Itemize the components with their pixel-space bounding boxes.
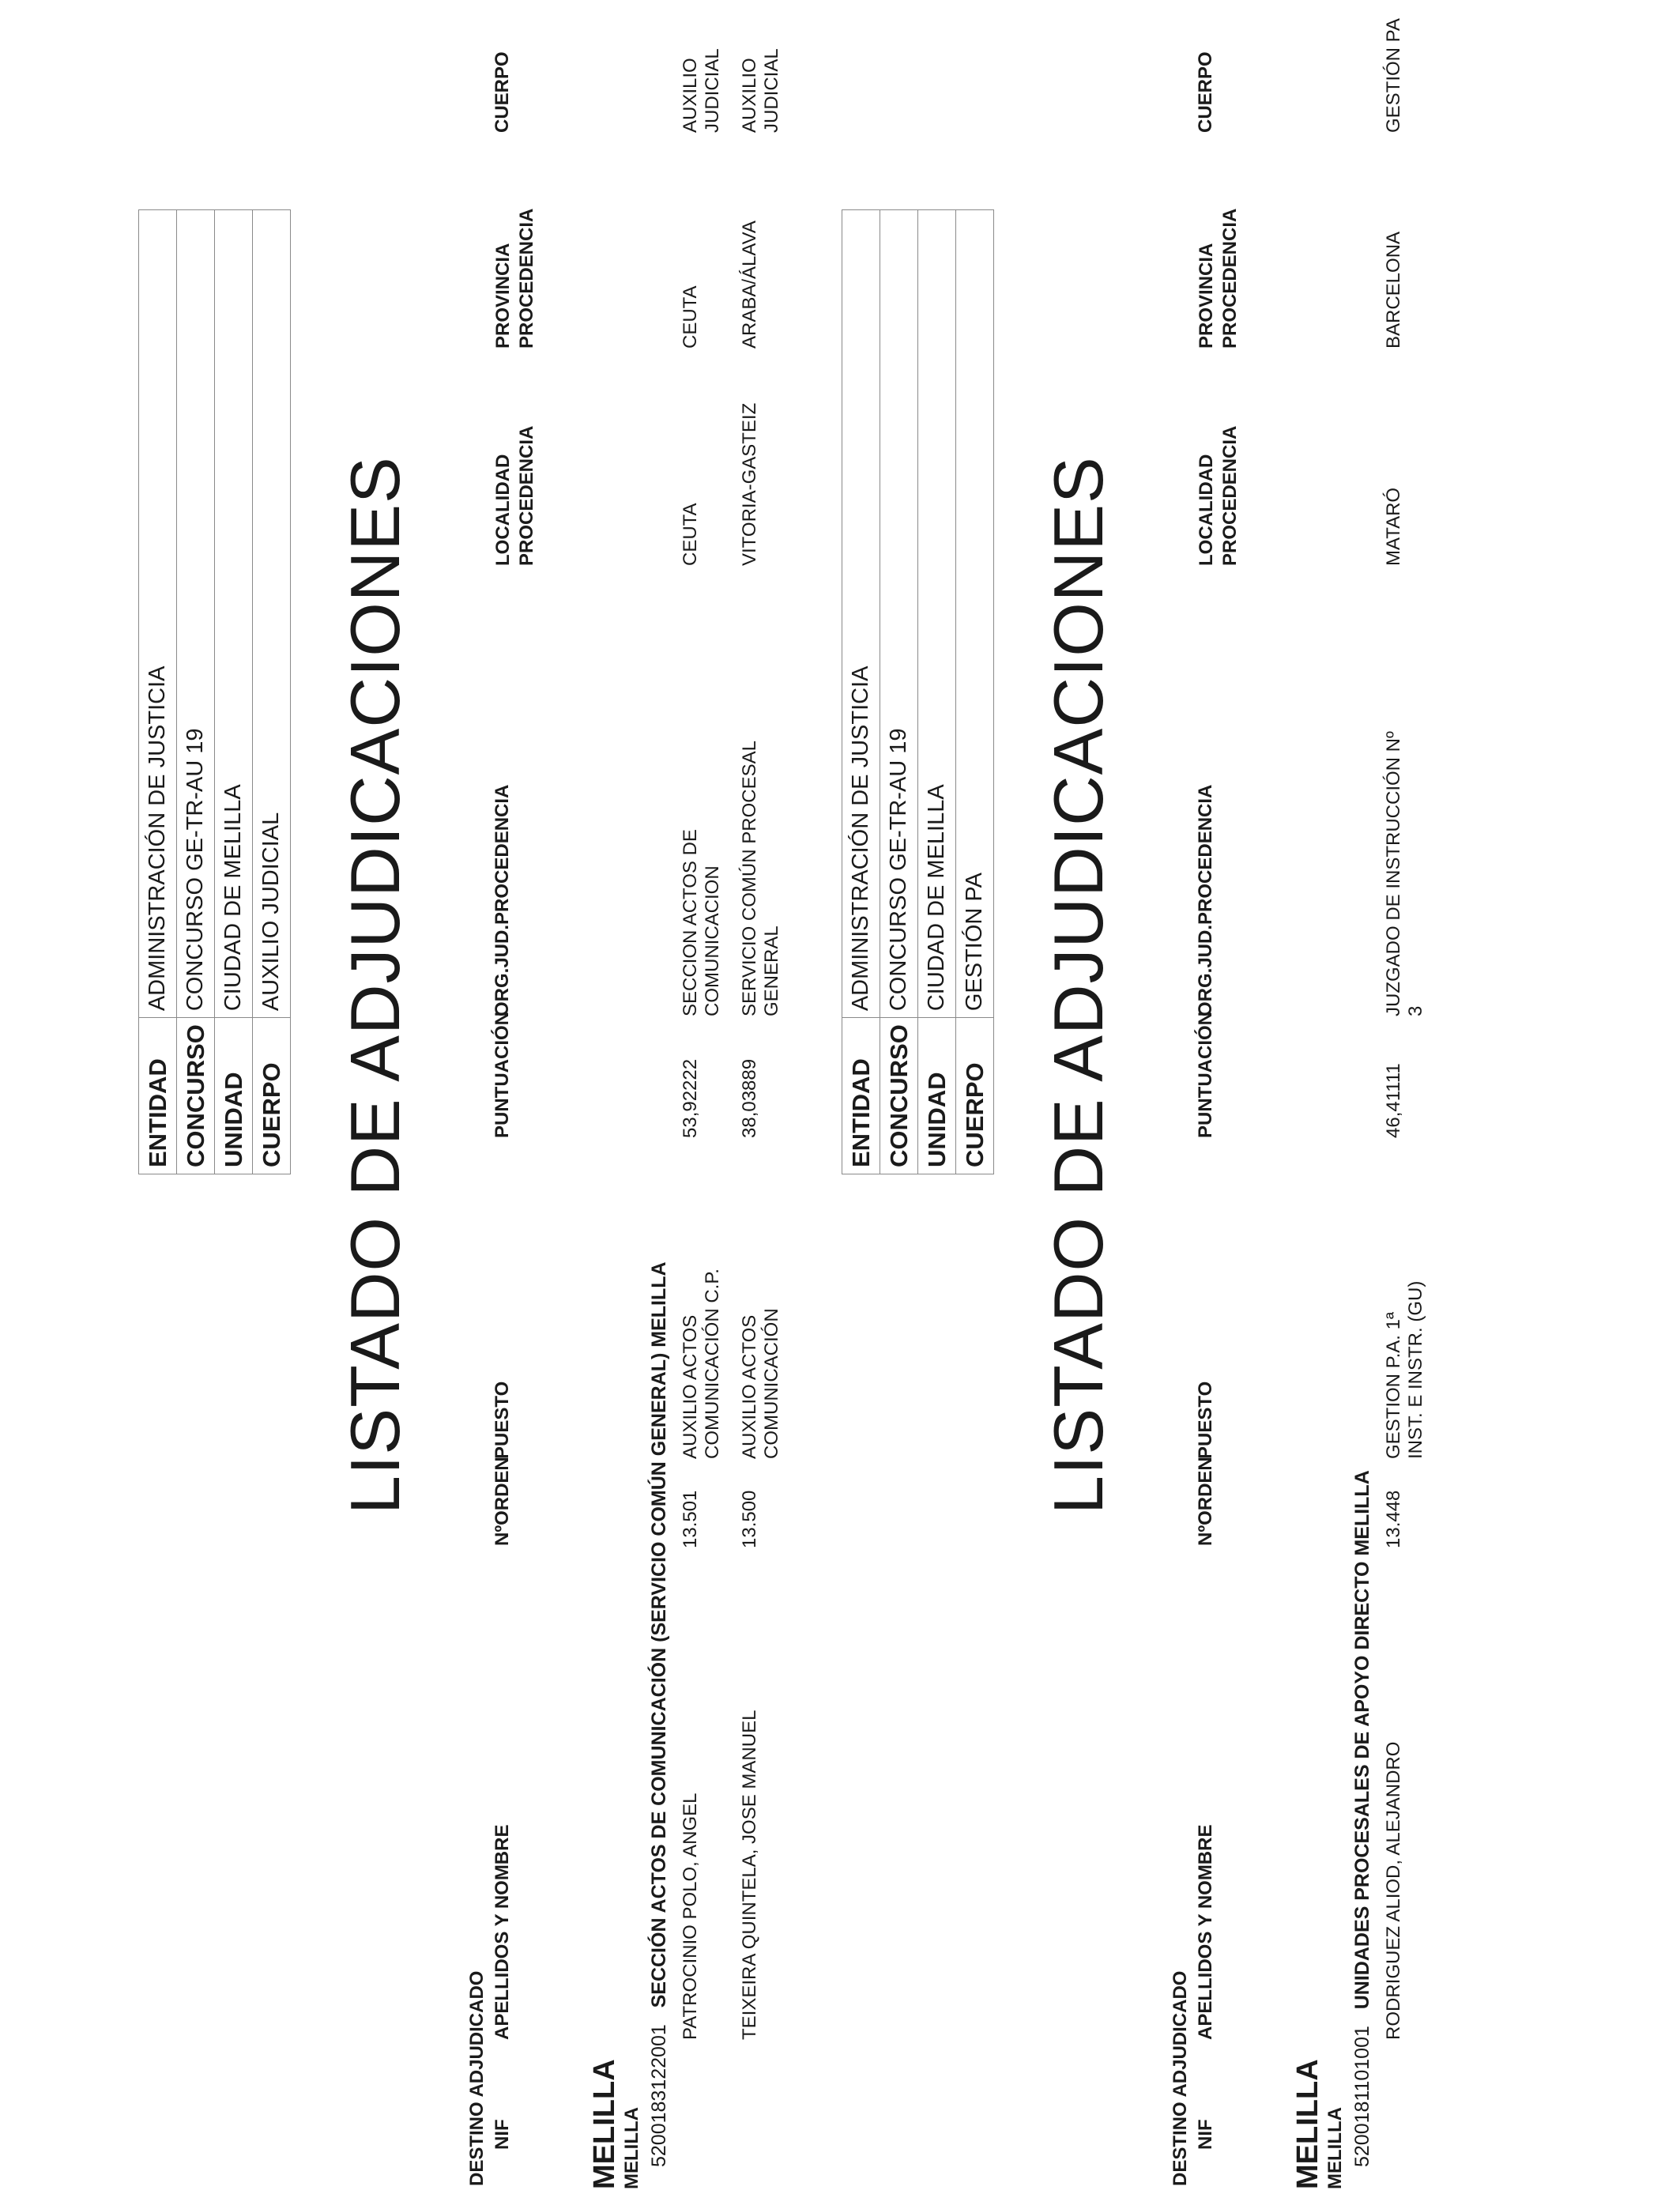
cell-cuerpo-line2: JUDICIAL — [761, 48, 782, 133]
cell-localidad: VITORIA-GASTEIZ — [739, 402, 760, 566]
cell-orden: 13.448 — [1383, 1490, 1404, 1548]
column-apellidos: APELLIDOS Y NOMBRE — [492, 1824, 513, 2040]
cell-provincia: ARABA/ÁLAVA — [739, 221, 760, 349]
column-provincia-line2: PROCEDENCIA — [516, 208, 537, 349]
value-unidad: CIUDAD DE MELILLA — [918, 210, 956, 1018]
cell-localidad: MATARÓ — [1383, 487, 1404, 566]
label-unidad: UNIDAD — [215, 1018, 253, 1174]
column-nif: NIF — [1195, 2119, 1216, 2150]
value-entidad: ADMINISTRACIÓN DE JUSTICIA — [139, 210, 177, 1018]
cell-puntuacion: 38,03889 — [739, 1058, 760, 1138]
page-title: LISTADO DE ADJUDICACIONES — [1039, 456, 1117, 1514]
listing-section-gestion — [703, 0, 1543, 2194]
label-unidad: UNIDAD — [918, 1018, 956, 1174]
column-localidad-line2: PROCEDENCIA — [516, 425, 537, 566]
column-cuerpo: CUERPO — [492, 51, 513, 133]
cell-nombre: TEIXEIRA QUINTELA, JOSE MANUEL — [739, 1710, 760, 2040]
unit-code: 5200181101001 — [1351, 2026, 1373, 2167]
cell-cuerpo-line1: AUXILIO — [739, 58, 760, 133]
value-concurso: CONCURSO GE-TR-AU 19 — [880, 210, 918, 1018]
column-localidad — [1195, 426, 1242, 566]
cell-puesto-line2: COMUNICACIÓN — [761, 1308, 782, 1459]
value-entidad: ADMINISTRACIÓN DE JUSTICIA — [842, 210, 880, 1018]
cell-cuerpo — [1383, 18, 1405, 133]
value-concurso: CONCURSO GE-TR-AU 19 — [177, 210, 215, 1018]
unit-name: SECCIÓN ACTOS DE COMUNICACIÓN (SERVICIO COMÚN GENERAL) MELILLA — [648, 1261, 670, 2008]
column-localidad — [492, 426, 539, 566]
header-row-unidad — [918, 210, 956, 1174]
header-row-concurso — [880, 210, 918, 1174]
cell-puesto-line1: AUXILIO ACTOS — [739, 1314, 760, 1459]
header-table — [842, 209, 994, 1174]
cell-cuerpo-line1: AUXILIO — [680, 58, 701, 133]
cell-nombre: RODRIGUEZ ALIOD, ALEJANDRO — [1383, 1741, 1404, 2040]
cell-org-line2: COMUNICACION — [702, 865, 723, 1016]
cell-cuerpo-line2: JUDICIAL — [702, 48, 723, 133]
cell-org-line1: SERVICIO COMÚN PROCESAL — [739, 741, 760, 1016]
label-entidad: ENTIDAD — [842, 1018, 880, 1174]
cell-puesto-line1: GESTION P.A. 1ª — [1383, 1312, 1404, 1459]
column-puesto: PUESTO — [492, 1381, 513, 1459]
column-provincia — [492, 209, 539, 349]
column-org-procedencia: ORG.JUD.PROCEDENCIA — [1195, 784, 1216, 1016]
unit-heading — [1351, 1470, 1373, 2167]
city-name: MELILLA — [621, 2107, 642, 2189]
unit-name: UNIDADES PROCESALES DE APOYO DIRECTO MELILLA — [1351, 1470, 1373, 2010]
header-table — [138, 209, 291, 1174]
region-name: MELILLA — [588, 2059, 621, 2189]
label-cuerpo: CUERPO — [956, 1018, 994, 1174]
cell-puntuacion: 46,41111 — [1383, 1063, 1404, 1138]
page-title: LISTADO DE ADJUDICACIONES — [336, 456, 414, 1514]
column-orden: NºORDEN — [492, 1457, 513, 1546]
column-destino: DESTINO ADJUDICADO — [466, 1970, 488, 2186]
unit-code: 5200183122001 — [648, 2024, 670, 2167]
cell-localidad: CEUTA — [680, 503, 701, 566]
label-concurso: CONCURSO — [177, 1018, 215, 1174]
column-puntuacion: PUNTUACIÓN — [1195, 1012, 1216, 1138]
cell-provincia: CEUTA — [680, 285, 701, 349]
cell-puntuacion: 53,92222 — [680, 1058, 701, 1138]
label-entidad: ENTIDAD — [139, 1018, 177, 1174]
cell-org-line2: GENERAL — [761, 925, 782, 1016]
header-row-entidad — [842, 210, 880, 1174]
cell-org — [1383, 731, 1427, 1016]
column-destino: DESTINO ADJUDICADO — [1170, 1970, 1191, 2186]
column-puesto: PUESTO — [1195, 1381, 1216, 1459]
header-row-unidad — [215, 210, 253, 1174]
column-provincia-line1: PROVINCIA — [1196, 243, 1217, 349]
column-provincia-line1: PROVINCIA — [492, 243, 514, 349]
column-provincia — [1195, 209, 1242, 349]
cell-cuerpo-line1: GESTIÓN PA — [1383, 18, 1404, 133]
cell-puesto-line2: COMUNICACIÓN C.P. — [702, 1269, 723, 1459]
value-cuerpo: AUXILIO JUDICIAL — [253, 210, 291, 1018]
label-concurso: CONCURSO — [880, 1018, 918, 1174]
column-localidad-line2: PROCEDENCIA — [1219, 425, 1241, 566]
cell-puesto — [1383, 1281, 1427, 1459]
value-cuerpo: GESTIÓN PA — [956, 210, 994, 1018]
cell-org-line1: SECCION ACTOS DE — [680, 829, 701, 1016]
column-puntuacion: PUNTUACIÓN — [492, 1012, 513, 1138]
region-name: MELILLA — [1291, 2059, 1324, 2189]
value-unidad: CIUDAD DE MELILLA — [215, 210, 253, 1018]
cell-org-line2: 3 — [1405, 1005, 1426, 1016]
column-apellidos: APELLIDOS Y NOMBRE — [1195, 1824, 1216, 2040]
header-row-entidad — [139, 210, 177, 1174]
cell-puesto-line2: INST. E INSTR. (GU) — [1405, 1280, 1426, 1459]
cell-org-line1: JUZGADO DE INSTRUCCIÓN Nº — [1383, 731, 1404, 1016]
column-localidad-line1: LOCALIDAD — [1196, 454, 1217, 566]
header-row-cuerpo — [956, 210, 994, 1174]
column-org-procedencia: ORG.JUD.PROCEDENCIA — [492, 784, 513, 1016]
cell-puesto-line1: AUXILIO ACTOS — [680, 1314, 701, 1459]
city-name: MELILLA — [1324, 2107, 1346, 2189]
cell-nombre: PATROCINIO POLO, ANGEL — [680, 1793, 701, 2040]
column-localidad-line1: LOCALIDAD — [492, 454, 514, 566]
header-row-concurso — [177, 210, 215, 1174]
cell-provincia: BARCELONA — [1383, 231, 1404, 349]
cell-orden: 13.501 — [680, 1490, 701, 1548]
column-cuerpo: CUERPO — [1195, 51, 1216, 133]
cell-orden: 13.500 — [739, 1490, 760, 1548]
header-row-cuerpo — [253, 210, 291, 1174]
column-orden: NºORDEN — [1195, 1457, 1216, 1546]
label-cuerpo: CUERPO — [253, 1018, 291, 1174]
column-nif: NIF — [492, 2119, 513, 2150]
unit-heading — [648, 1261, 670, 2167]
column-provincia-line2: PROCEDENCIA — [1219, 208, 1241, 349]
